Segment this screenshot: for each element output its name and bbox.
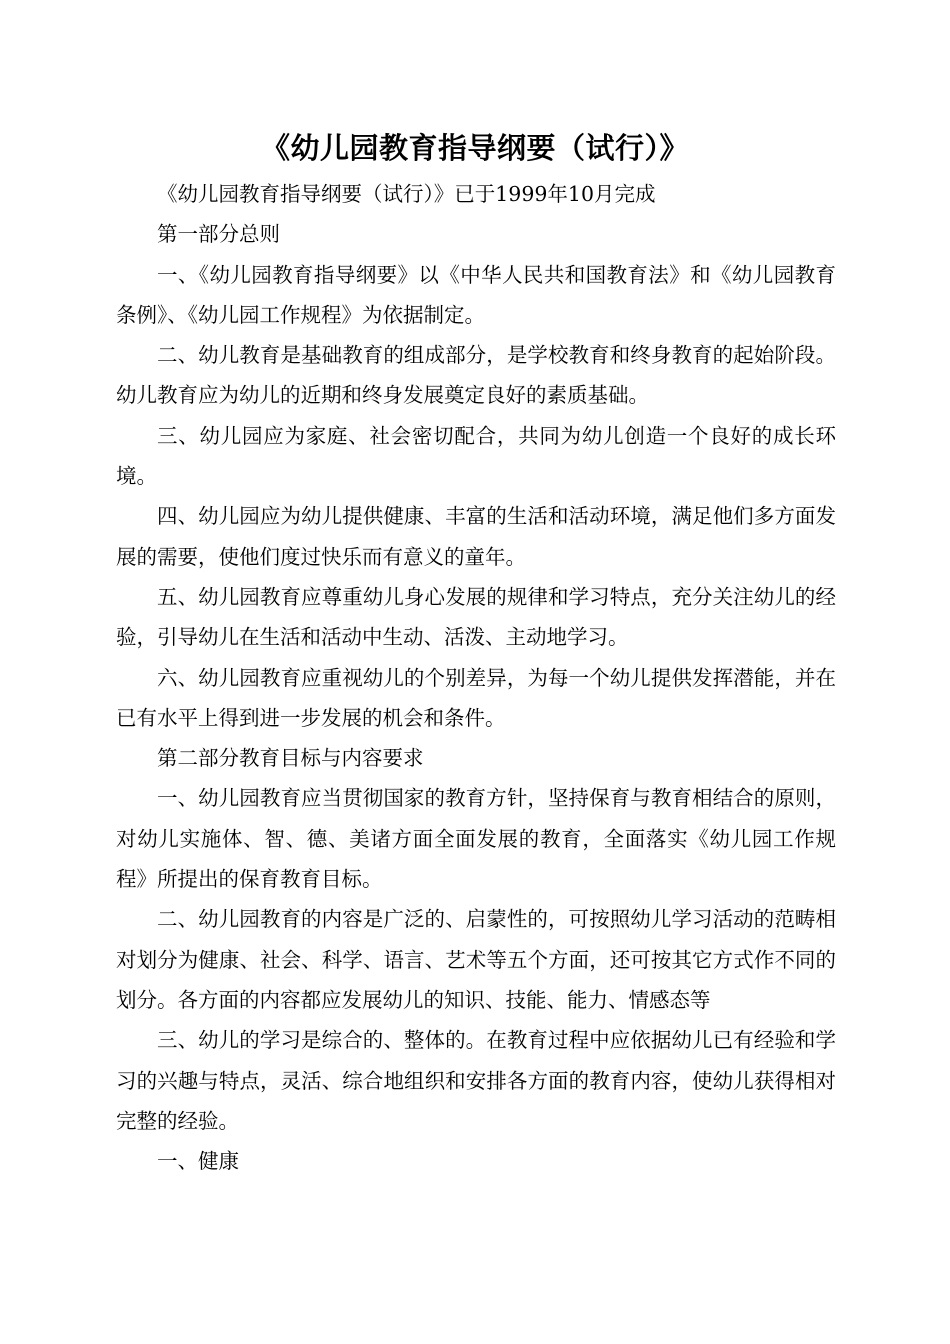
document-body	[116, 174, 836, 1181]
paragraph-1-5: 五、幼儿园教育应尊重幼儿身心发展的规律和学习特点，充分关注幼儿的经验，引导幼儿在生活和活动中生动、活泼、主动地学习。	[116, 584, 836, 650]
document-title: 《幼儿园教育指导纲要（试行）》	[260, 131, 689, 165]
paragraph-2-1: 一、幼儿园教育应当贯彻国家的教育方针，坚持保育与教育相结合的原则，对幼儿实施体、智、德、美诸方面全面发展的教育，全面落实《幼儿园工作规程》所提出的保育教育目标。	[116, 786, 836, 892]
subsection-heading-health: 一、健康	[157, 1149, 239, 1174]
paragraph-1-6: 六、幼儿园教育应重视幼儿的个别差异，为每一个幼儿提供发挥潜能，并在已有水平上得到进一步发展的机会和条件。	[116, 665, 836, 730]
paragraph-2-3: 三、幼儿的学习是综合的、整体的。在教育过程中应依据幼儿已有经验和学习的兴趣与特点，灵活、综合地组织和安排各方面的教育内容，使幼儿获得相对完整的经验。	[116, 1028, 836, 1133]
paragraph-2-2: 二、幼儿园教育的内容是广泛的、启蒙性的，可按照幼儿学习活动的范畴相对划分为健康、社会、科学、语言、艺术等五个方面，还可按其它方式作不同的划分。各方面的内容都应发展幼儿的知识、技能、能力、情感态等	[116, 907, 836, 1012]
paragraph-intro: 《幼儿园教育指导纲要（试行）》已于1999年10月完成	[157, 182, 656, 206]
paragraph-1-2: 二、幼儿教育是基础教育的组成部分，是学校教育和终身教育的起始阶段。幼儿教育应为幼儿的近期和终身发展奠定良好的素质基础。	[116, 343, 836, 408]
paragraph-1-3: 三、幼儿园应为家庭、社会密切配合，共同为幼儿创造一个良好的成长环境。	[116, 423, 836, 489]
section-heading-part-one: 第一部分总则	[157, 222, 280, 247]
paragraph-1-4: 四、幼儿园应为幼儿提供健康、丰富的生活和活动环境，满足他们多方面发展的需要，使他们度过快乐而有意义的童年。	[116, 504, 836, 569]
section-heading-part-two: 第二部分教育目标与内容要求	[157, 746, 424, 771]
paragraph-1-1: 一、《幼儿园教育指导纲要》以《中华人民共和国教育法》和《幼儿园教育条例》、《幼儿园工作规程》为依据制定。	[116, 262, 836, 327]
